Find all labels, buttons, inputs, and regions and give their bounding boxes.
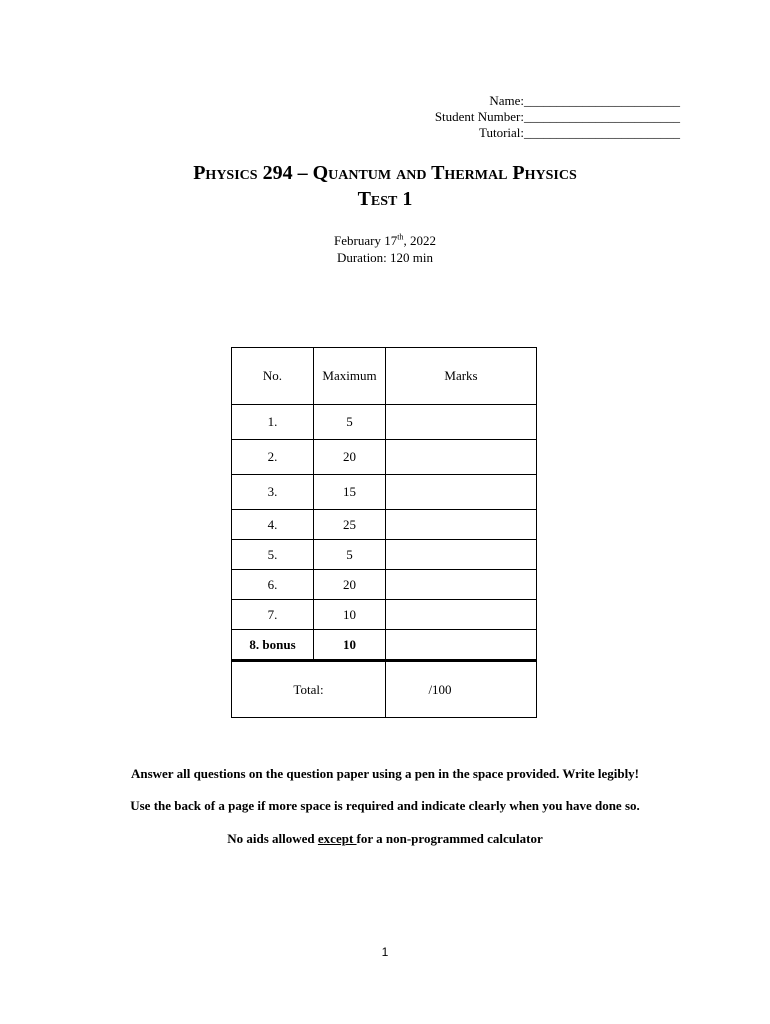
student-number-field: Student Number:________________________ (434, 109, 680, 124)
question-number: 5. (232, 540, 314, 570)
question-maximum: 25 (314, 510, 386, 540)
question-number: 1. (232, 405, 314, 440)
question-maximum: 15 (314, 475, 386, 510)
question-number: 7. (232, 600, 314, 630)
table-row (232, 440, 537, 475)
question-number: 8. bonus (232, 630, 314, 661)
question-marks (386, 510, 537, 540)
instruction-3-except: except (317, 831, 357, 846)
instruction-3-prefix: No aids allowed (227, 831, 318, 846)
name-field: Name:________________________ (489, 93, 680, 108)
table-row (232, 570, 537, 600)
instruction-line-3 (0, 831, 770, 847)
date-prefix: February 17 (334, 233, 398, 248)
header-marks: Marks (386, 348, 537, 405)
instruction-line-1: Answer all questions on the question paper using a pen in the space provided. Write legibly! (130, 766, 640, 781)
question-maximum: 10 (314, 630, 386, 661)
question-number: 6. (232, 570, 314, 600)
total-value: /100 (386, 661, 537, 718)
question-marks (386, 405, 537, 440)
question-marks (386, 475, 537, 510)
table-row (232, 405, 537, 440)
question-maximum: 20 (314, 570, 386, 600)
question-maximum: 10 (314, 600, 386, 630)
question-marks (386, 440, 537, 475)
table-row (232, 600, 537, 630)
total-label: Total: (232, 661, 386, 718)
student-info-block (435, 93, 680, 141)
test-date (0, 233, 770, 249)
test-subtitle: Test 1 (357, 188, 413, 210)
table-row (232, 540, 537, 570)
test-title: Physics 294 – Quantum and Thermal Physics (193, 162, 577, 184)
date-suffix-sup: th (397, 232, 404, 242)
question-marks (386, 600, 537, 630)
table-header-row (232, 348, 537, 405)
question-number: 4. (232, 510, 314, 540)
instruction-3-suffix: for a non-programmed calculator (356, 831, 543, 846)
tutorial-field: Tutorial:________________________ (478, 125, 680, 140)
question-number: 2. (232, 440, 314, 475)
header-no: No. (232, 348, 314, 405)
marks-table (231, 347, 537, 718)
question-number: 3. (232, 475, 314, 510)
date-year: , 2022 (403, 233, 436, 248)
table-total-row (232, 661, 537, 718)
page-number: 1 (381, 945, 389, 959)
table-row (232, 475, 537, 510)
instruction-line-2: Use the back of a page if more space is required and indicate clearly when you have done so. (130, 798, 640, 813)
question-marks (386, 570, 537, 600)
question-maximum: 5 (314, 405, 386, 440)
question-marks (386, 540, 537, 570)
table-row (232, 510, 537, 540)
question-maximum: 5 (314, 540, 386, 570)
header-maximum: Maximum (314, 348, 386, 405)
test-duration: Duration: 120 min (336, 250, 434, 265)
question-marks (386, 630, 537, 661)
question-maximum: 20 (314, 440, 386, 475)
table-row-bonus (232, 630, 537, 661)
